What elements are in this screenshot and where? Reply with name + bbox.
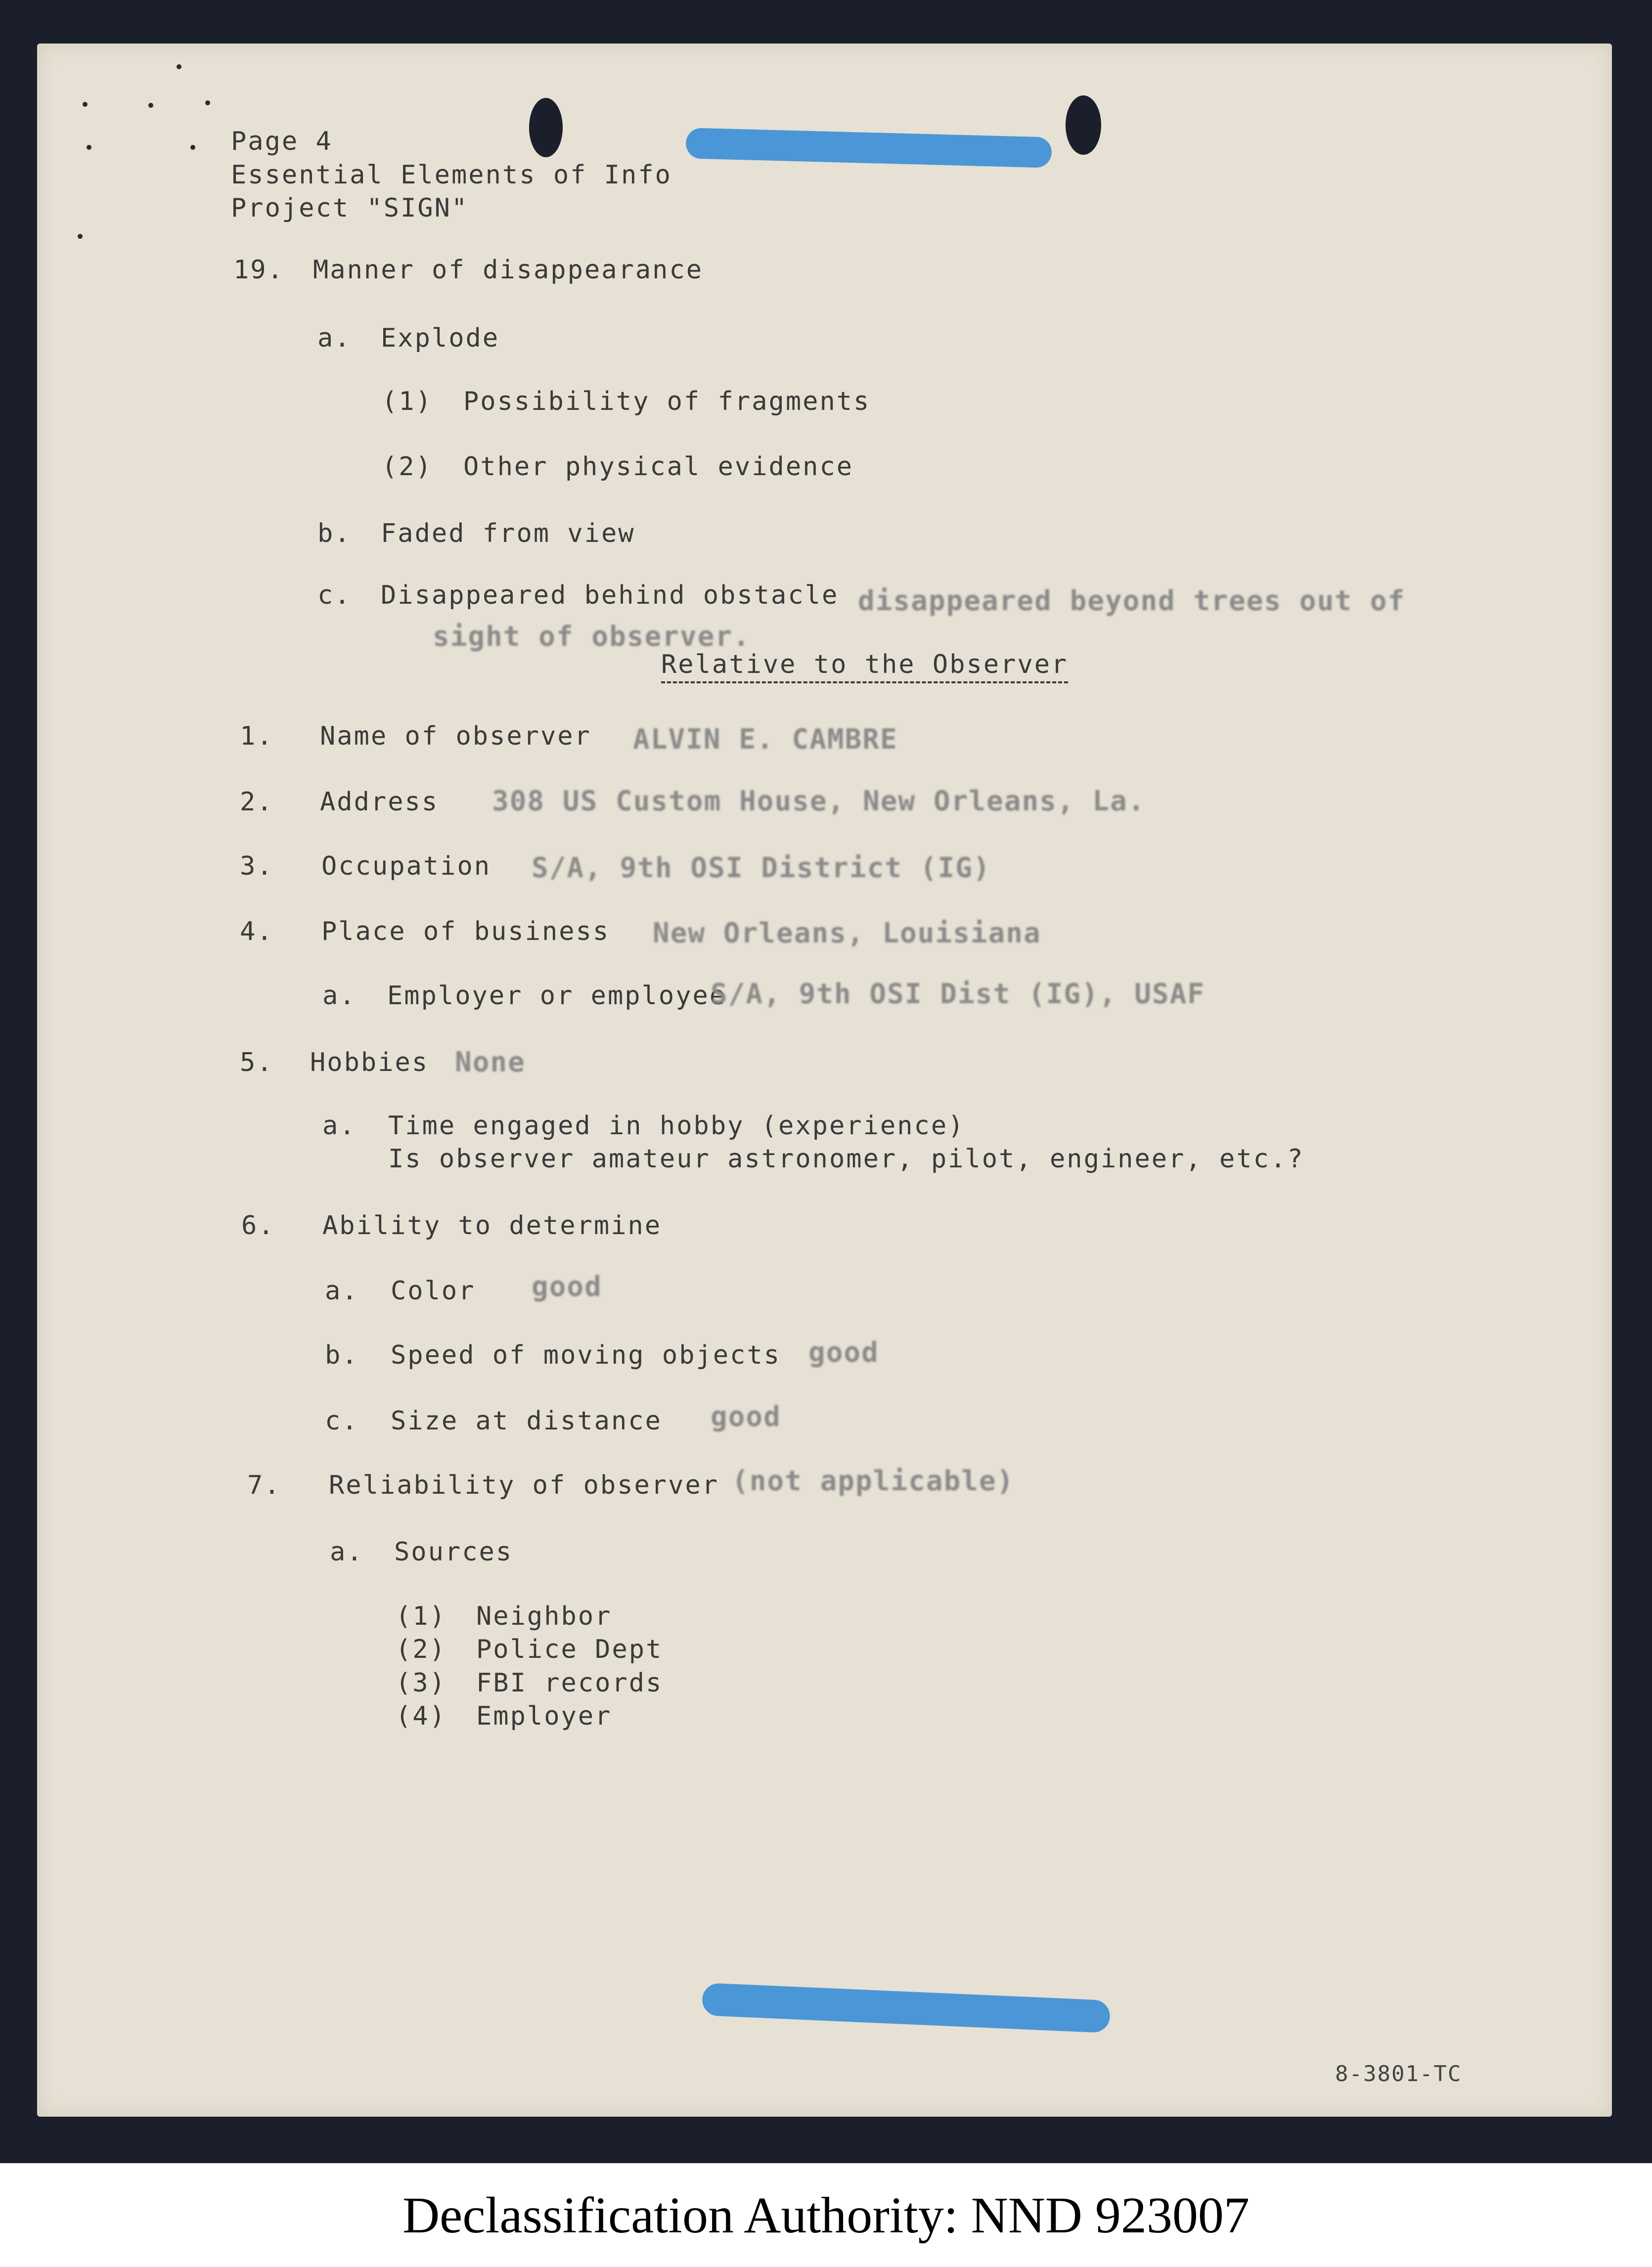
source-number: (2) [396, 1635, 446, 1664]
item-number: 2. [240, 787, 274, 817]
filled-answer: ALVIN E. CAMBRE [633, 723, 898, 756]
filled-answer: sight of observer. [433, 621, 751, 653]
filled-answer: good [532, 1271, 602, 1303]
punch-hole-left [529, 98, 563, 157]
subitem-label: Disappeared behind obstacle [381, 580, 839, 610]
item-label: Occupation [321, 851, 491, 881]
filled-answer: disappeared beyond trees out of [858, 585, 1406, 617]
subitem-label: Speed of moving objects [391, 1340, 781, 1370]
item-label: Place of business [321, 917, 610, 946]
subitem-label: Explode [381, 323, 500, 353]
item-label: Address [320, 787, 439, 817]
dust-speck [83, 102, 88, 107]
subitem-label: Possibility of fragments [463, 387, 871, 416]
dust-speck [78, 234, 83, 239]
item-number: 3. [240, 851, 274, 881]
blue-marker-stroke-top [685, 128, 1052, 168]
item-number: 7. [247, 1470, 281, 1500]
subitem-label: Size at distance [391, 1406, 662, 1436]
item-number: 6. [241, 1211, 275, 1241]
filled-answer: (not applicable) [732, 1465, 1015, 1497]
form-code: 8-3801-TC [1335, 2061, 1462, 2087]
item-label: Manner of disappearance [313, 255, 704, 285]
source-label: Neighbor [476, 1601, 612, 1631]
filled-answer: good [711, 1401, 781, 1433]
dust-speck [177, 64, 181, 69]
dust-speck [190, 145, 195, 150]
filled-answer: S/A, 9th OSI District (IG) [532, 852, 991, 884]
subitem-label: Time engaged in hobby (experience) [388, 1111, 965, 1141]
filled-answer: S/A, 9th OSI Dist (IG), USAF [711, 978, 1206, 1010]
source-label: Employer [476, 1701, 612, 1731]
subitem-label: Faded from view [381, 519, 635, 548]
page-number: Page 4 [231, 127, 333, 156]
document-subject: Essential Elements of Info [231, 160, 672, 190]
subitem-letter: a. [330, 1537, 364, 1567]
subitem-letter: a. [322, 1111, 357, 1141]
dust-speck [148, 103, 153, 108]
subitem-letter: b. [325, 1340, 359, 1370]
filled-answer: 308 US Custom House, New Orleans, La. [492, 785, 1146, 817]
document-page [37, 44, 1612, 2117]
subitem-label: Employer or employee [387, 981, 727, 1011]
section-heading: Relative to the Observer [661, 652, 1068, 683]
punch-hole-right [1066, 95, 1101, 155]
subitem-letter: a. [325, 1276, 359, 1306]
item-label: Ability to determine [322, 1211, 662, 1241]
subitem-letter: a. [322, 981, 357, 1011]
subitem-label: Sources [394, 1537, 513, 1567]
source-number: (4) [396, 1701, 446, 1731]
item-number: 1. [240, 721, 274, 751]
item-label: Reliability of observer [329, 1470, 719, 1500]
blue-marker-stroke-bottom [702, 1983, 1111, 2033]
source-label: Police Dept [476, 1635, 663, 1664]
subitem-label: Color [391, 1276, 476, 1306]
source-label: FBI records [476, 1668, 663, 1698]
subitem-letter: b. [317, 519, 352, 548]
dust-speck [205, 100, 210, 105]
item-number: 4. [240, 917, 274, 946]
subitem-letter: c. [325, 1406, 359, 1436]
project-name: Project "SIGN" [231, 193, 469, 223]
item-number: 19. [233, 255, 284, 285]
subitem-label: Is observer amateur astronomer, pilot, engineer, etc.? [388, 1144, 1304, 1174]
item-label: Hobbies [310, 1048, 429, 1077]
filled-answer: good [808, 1336, 879, 1369]
subitem-letter: c. [317, 580, 352, 610]
subitem-number: (2) [382, 452, 433, 482]
subitem-letter: a. [317, 323, 352, 353]
dust-speck [87, 145, 91, 150]
subitem-number: (1) [382, 387, 433, 416]
subitem-label: Other physical evidence [463, 452, 854, 482]
filled-answer: None [455, 1046, 526, 1078]
declassification-caption: Declassification Authority: NND 923007 [402, 2186, 1250, 2244]
filled-answer: New Orleans, Louisiana [653, 917, 1041, 949]
item-label: Name of observer [320, 721, 591, 751]
source-number: (3) [396, 1668, 446, 1698]
item-number: 5. [240, 1048, 274, 1077]
source-number: (1) [396, 1601, 446, 1631]
